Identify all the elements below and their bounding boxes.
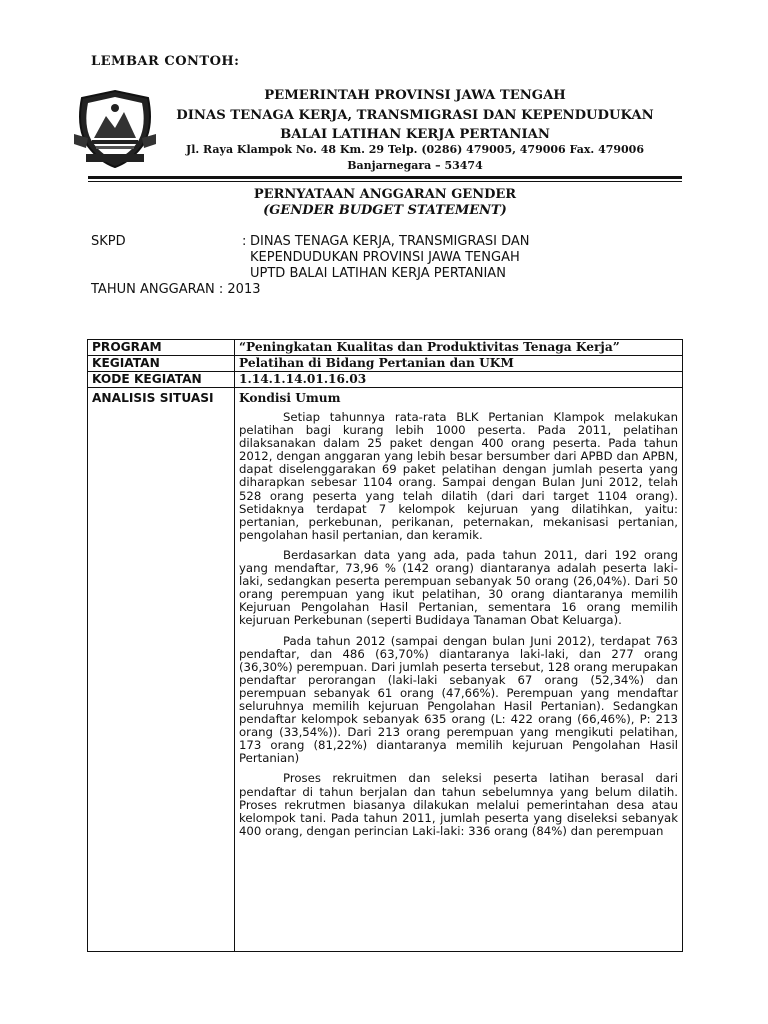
skpd-value-line-2: KEPENDUDUKAN PROVINSI JAWA TENGAH	[250, 250, 520, 265]
paragraph-3: Pada tahun 2012 (sampai dengan bulan Juni 2012), terdapat 763 pendaftar, dan 486 (63,70%) diantaranya laki-laki, dan 277 orang (36,30%) perempuan. Dari jumlah peserta tersebut, 128 orang merupakan pendaftar perorangan (laki-laki sebanyak 67 orang (52,34%) dan perempuan sebanyak 61 orang (47,66%). Perempuan yang mendaftar seluruhnya memilih kejuruan Pengolahan Hasil Pertanian). Sedangkan pendaftar kelompok sebanyak 635 orang (L: 422 orang (66,46%), P: 213 orang (33,54%)). Dari 213 orang perempuan yang mengikuti pelatihan, 173 orang (81,22%) diantaranya memilih kejuruan Pengolahan Hasil Pertanian)	[239, 633, 678, 766]
skpd-value-line-3: UPTD BALAI LATIHAN KERJA PERTANIAN	[250, 266, 506, 281]
program-value: “Peningkatan Kualitas dan Produktivitas Tenaga Kerja”	[235, 340, 683, 356]
header-rule-thick	[88, 176, 682, 179]
paragraph-4: Proses rekruitmen dan seleksi peserta latihan berasal dari pendaftar di tahun berjalan dan tahun sebelumnya yang belum dilatih. Proses rekrutmen biasanya dilakukan melalui pemerintahan desa atau kelompok tani. Pada tahun 2011, jumlah peserta yang diseleksi sebanyak 400 orang, dengan perincian Laki-laki: 336 orang (84%) dan perempuan	[239, 771, 678, 838]
kegiatan-label: KEGIATAN	[88, 356, 235, 372]
lembar-contoh-label: LEMBAR CONTOH:	[91, 54, 240, 69]
kondisi-heading: Kondisi Umum	[239, 391, 341, 405]
kop-kota: Banjarnegara – 53474	[347, 159, 483, 172]
kop-balai: BALAI LATIHAN KERJA PERTANIAN	[280, 127, 550, 142]
skpd-separator: :	[242, 234, 247, 249]
skpd-value-line-1: DINAS TENAGA KERJA, TRANSMIGRASI DAN	[250, 234, 530, 249]
gender-budget-table	[87, 339, 683, 952]
analisis-content	[235, 388, 683, 952]
program-label: PROGRAM	[88, 340, 235, 356]
analisis-label: ANALISIS SITUASI	[88, 388, 235, 952]
kop-dinas: DINAS TENAGA KERJA, TRANSMIGRASI DAN KEPENDUDUKAN	[176, 108, 654, 123]
paragraph-1: Setiap tahunnya rata-rata BLK Pertanian Klampok melakukan pelatihan bagi kurang lebih 1000 peserta. Pada 2011, pelatihan dilaksanakan dalam 25 paket dengan 400 orang peserta. Pada tahun 2012, dengan anggaran yang lebih besar bersumber dari APBD dan APBN, dapat diselenggarakan 69 paket pelatihan dengan jumlah peserta yang diharapkan sebesar 1104 orang. Sampai dengan Bulan Juni 2012, telah 528 orang peserta yang telah dilatih (dari dari target 1104 orang). Setidaknya terdapat 7 kelompok kejuruan yang dilatihkan, yaitu: pertanian, perkebunan, perikanan, peternakan, mekanisasi pertanian, pengolahan hasil pertanian, dan keramik.	[239, 410, 678, 542]
document-title: PERNYATAAN ANGGARAN GENDER	[253, 187, 517, 202]
tahun-anggaran: TAHUN ANGGARAN : 2013	[91, 282, 261, 297]
paragraph-2: Berdasarkan data yang ada, pada tahun 2011, dari 192 orang yang mendaftar, 73,96 % (142 orang) diantaranya adalah peserta laki-laki, sedangkan peserta perempuan sebanyak 50 orang (26,04%). Dari 50 orang perempuan yang ikut pelatihan, 30 orang diantaranya memilih Kejuruan Pengolahan Hasil Pertanian, sementara 16 orang memilih kejuruan Perkebunan (seperti Budidaya Tanaman Obat Keluarga).	[239, 547, 678, 628]
table-row-kegiatan	[88, 356, 683, 372]
table-row-kode	[88, 372, 683, 388]
skpd-label: SKPD	[91, 234, 126, 249]
coat-of-arms-icon	[72, 88, 158, 170]
kegiatan-value: Pelatihan di Bidang Pertanian dan UKM	[235, 356, 683, 372]
document-subtitle: (GENDER BUDGET STATEMENT)	[263, 203, 507, 218]
header-rule-thin	[88, 181, 682, 182]
kop-pemerintah: PEMERINTAH PROVINSI JAWA TENGAH	[264, 88, 566, 103]
kop-alamat: Jl. Raya Klampok No. 48 Km. 29 Telp. (0286) 479005, 479006 Fax. 479006	[185, 143, 644, 156]
kode-value: 1.14.1.14.01.16.03	[235, 372, 683, 388]
kode-label: KODE KEGIATAN	[88, 372, 235, 388]
table-row-program	[88, 340, 683, 356]
table-row-analisis	[88, 388, 683, 952]
